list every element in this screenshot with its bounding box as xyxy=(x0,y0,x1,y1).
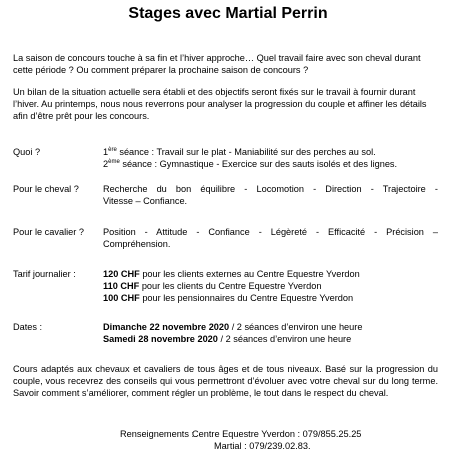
cavalier-text-2: Compréhension. xyxy=(103,239,171,249)
page-title: Stages avec Martial Perrin xyxy=(128,5,328,22)
contact-centre: Centre Equestre Yverdon : 079/855.25.25 xyxy=(192,429,362,439)
quoi-label: Quoi ? xyxy=(13,147,41,157)
cavalier-label: Pour le cavalier ? xyxy=(13,227,84,237)
cheval-label: Pour le cheval ? xyxy=(13,184,79,194)
dates-label: Dates : xyxy=(13,322,43,332)
cavalier-text-1: Position - Attitude - Confiance - Légèreté - Efficacité - Précision – xyxy=(103,227,438,237)
tarif-item: 110 CHF pour les clients du Centre Equestre Yverdon xyxy=(103,281,322,291)
intro-paragraph: La saison de concours touche à sa fin et l’hiver approche… Quel travail faire avec son cheval durant cette période ? Ou comment préparer la prochaine saison de concours ? xyxy=(13,53,421,75)
contact-label: Renseignements : xyxy=(120,429,195,439)
seance-2: 2ème séance : Gymnastique - Exercice sur des sauts isolés et des lignes. xyxy=(103,159,398,169)
date-item: Samedi 28 novembre 2020 / 2 séances d’environ une heure xyxy=(103,334,352,344)
closing-paragraph: Cours adaptés aux chevaux et cavaliers de tous âges et de tous niveaux. Basé sur la progression du couple, vous recevrez des conseils qui vous permettront d’évoluer avec votre cheval sur du long terme. Savoir comment s’améliorer, comment régler un problème, le tout dans le respect du cheval. xyxy=(13,364,438,398)
date-item: Dimanche 22 novembre 2020 / 2 séances d’environ une heure xyxy=(103,322,363,332)
tarif-label: Tarif journalier : xyxy=(13,269,76,279)
contact-martial: Martial : 079/239.02.83. xyxy=(214,441,311,451)
seance-1: 1ère séance : Travail sur le plat - Maniabilité sur des perches au sol. xyxy=(103,147,376,157)
tarif-item: 100 CHF pour les pensionnaires du Centre Equestre Yverdon xyxy=(103,293,354,303)
cheval-text-2: Vitesse – Confiance. xyxy=(103,196,188,206)
cheval-text-1: Recherche du bon équilibre - Locomotion - Direction - Trajectoire - xyxy=(103,184,438,194)
bilan-paragraph: Un bilan de la situation actuelle sera établi et des objectifs seront fixés sur le travail à fournir durant l’hiver. Au printemps, nous nous reverrons pour analyser la progression du couple et affiner les détails afin d’être prêt pour les concours. xyxy=(13,87,427,121)
tarif-item: 120 CHF pour les clients externes au Centre Equestre Yverdon xyxy=(103,269,360,279)
